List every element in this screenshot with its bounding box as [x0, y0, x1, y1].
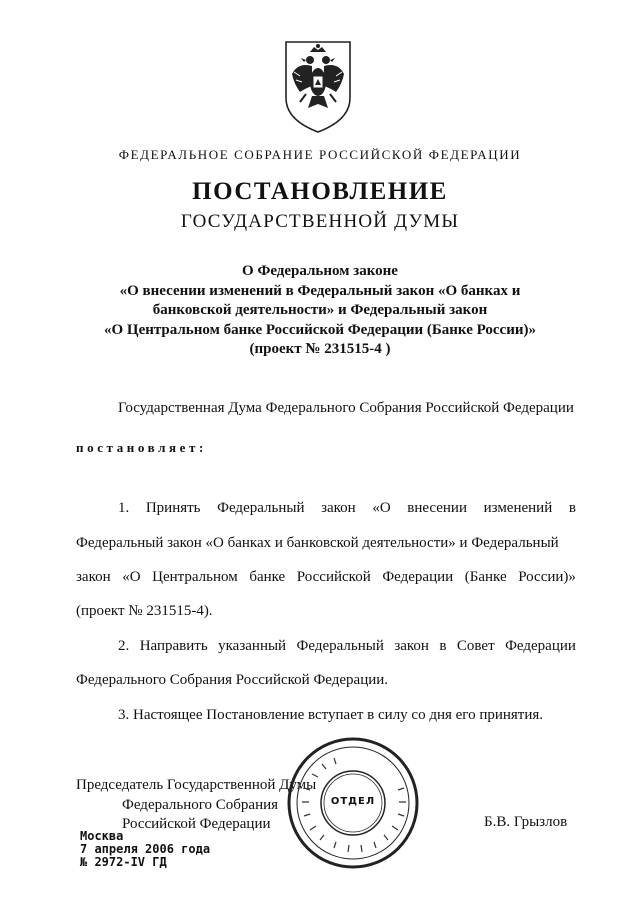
item-2-line-1: 2. Направить указанный Федеральный закон в Совет Федерации — [118, 638, 576, 654]
document-subject — [60, 262, 580, 360]
preamble: Государственная Дума Федерального Собрания Российской Федерации — [118, 400, 574, 416]
signature-title — [76, 776, 316, 835]
parliament-header: ФЕДЕРАЛЬНОЕ СОБРАНИЕ РОССИЙСКОЙ ФЕДЕРАЦИИ — [118, 147, 522, 162]
protocol-office-stamp — [286, 736, 420, 870]
subject-line: (проект № 231515-4 ) — [249, 341, 391, 357]
item-2-line-2: Федерального Собрания Российской Федерации. — [76, 672, 389, 688]
signature-line: Председатель Государственной Думы — [76, 777, 317, 793]
item-1-line-1: 1. Принять Федеральный закон «О внесении изменений в — [118, 500, 576, 516]
item-1-line-2: Федеральный закон «О банках и банковской деятельности» и Федеральный — [76, 535, 559, 551]
signature-line: Федерального Собрания — [122, 796, 279, 813]
signature-line: Российской Федерации — [122, 816, 271, 832]
coat-of-arms-emblem — [280, 36, 356, 136]
document-title: ПОСТАНОВЛЕНИЕ — [192, 178, 448, 205]
stamp-center-text: ОТДЕЛ — [330, 796, 376, 807]
subject-line: банковской деятельности» и Федеральный закон — [152, 302, 488, 318]
subject-line: «О Центральном банке Российской Федерации (Банке России)» — [103, 321, 536, 338]
registration-footer — [80, 830, 210, 869]
item-1-line-4: (проект № 231515-4). — [76, 603, 213, 619]
document-subtitle: ГОСУДАРСТВЕННОЙ ДУМЫ — [180, 211, 460, 232]
decree-word: постановляет: — [76, 440, 207, 455]
footer-number: № 2972-IV ГД — [80, 855, 167, 869]
subject-line: «О внесении изменений в Федеральный закон «О банках и — [119, 282, 521, 299]
footer-date: 7 апреля 2006 года — [80, 842, 211, 856]
item-1-line-3: закон «О Центральном банке Российской Федерации (Банке России)» — [76, 569, 576, 585]
subject-line: О Федеральном законе — [242, 263, 398, 279]
signatory-name: Б.В. Грызлов — [484, 814, 568, 830]
footer-city: Москва — [80, 829, 124, 843]
item-3: 3. Настоящее Постановление вступает в силу со дня его принятия. — [118, 707, 544, 723]
